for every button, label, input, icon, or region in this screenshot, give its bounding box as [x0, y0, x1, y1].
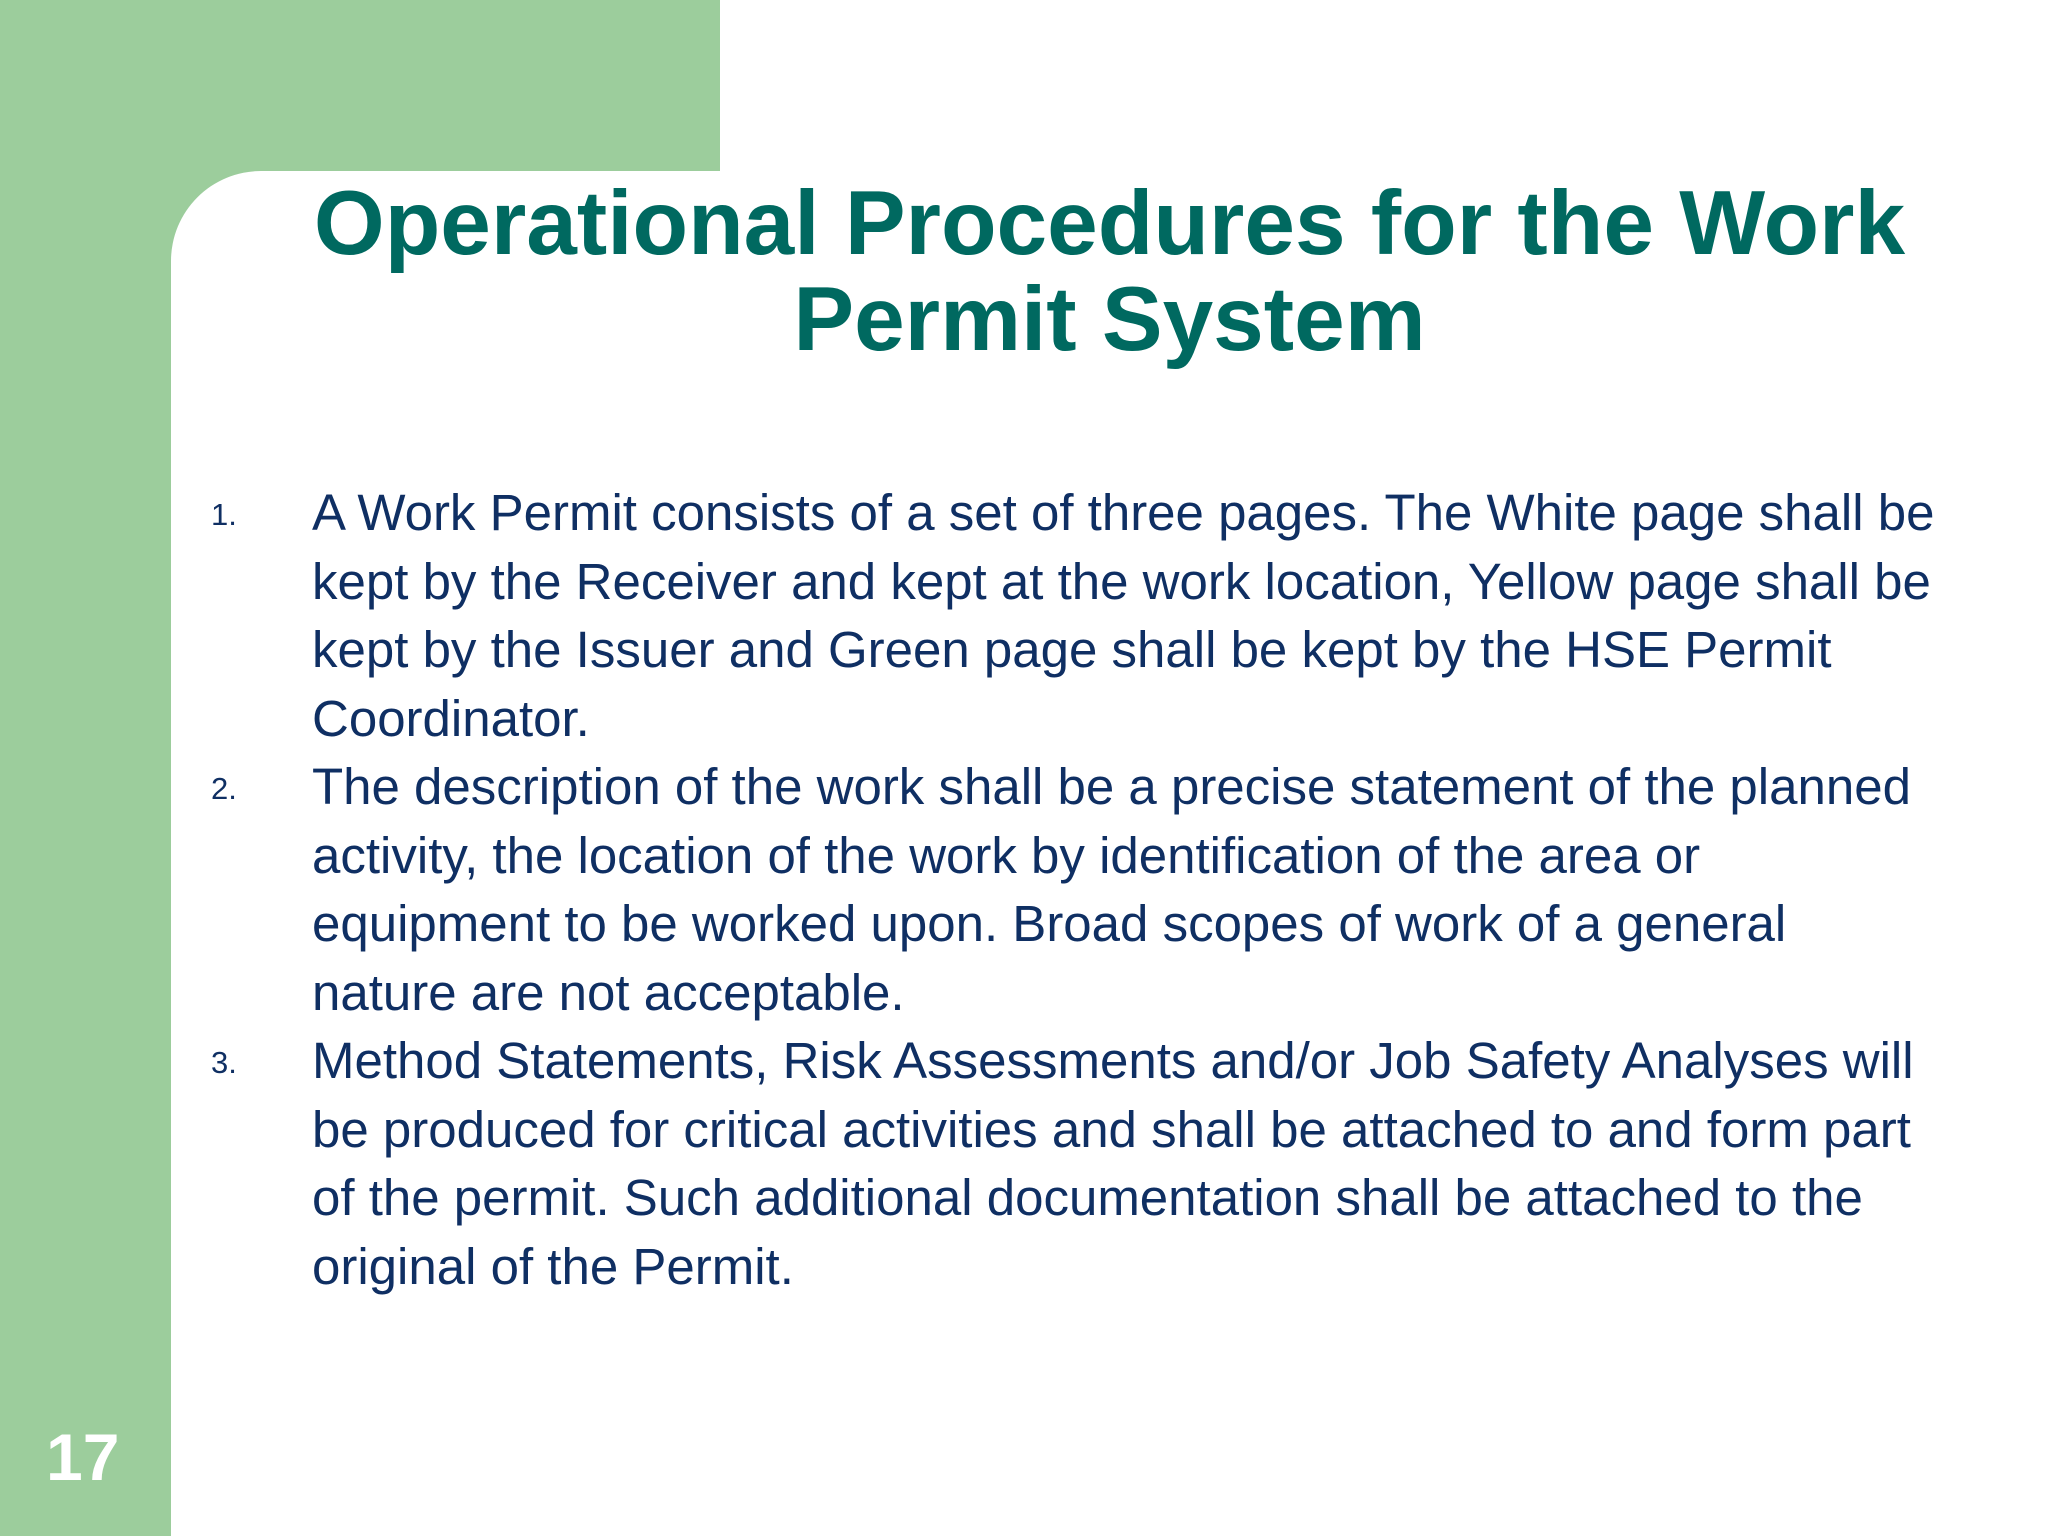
list-item-text: Method Statements, Risk Assessments and/or Job Safety Analyses will be produced for critical activities and shall be attached to and form part of the permit. Such additional documentation shall be attached to the original of the Permit.	[312, 1032, 1914, 1295]
page-number: 17	[46, 1420, 120, 1494]
slide-title-line-2: Permit System	[793, 269, 1426, 370]
slide-title	[171, 173, 2048, 370]
list-item-number: 2.	[211, 771, 237, 806]
slide-title-line-1: Operational Procedures for the Work	[313, 173, 1906, 274]
list-item-text: The description of the work shall be a precise statement of the planned activity, the location of the work by identification of the area or equipment to be worked upon. Broad scopes of work of a general nature are not acceptable.	[312, 758, 1911, 1021]
list-item	[200, 479, 1940, 753]
procedure-list	[200, 479, 1940, 1301]
list-item	[200, 753, 1940, 1027]
list-item	[200, 1027, 1940, 1301]
list-item-number: 3.	[211, 1045, 237, 1080]
list-item-text: A Work Permit consists of a set of three pages. The White page shall be kept by the Receiver and kept at the work location, Yellow page shall be kept by the Issuer and Green page shall be kept by the HSE Permit Coordinator.	[312, 484, 1935, 747]
list-item-number: 1.	[211, 497, 237, 532]
